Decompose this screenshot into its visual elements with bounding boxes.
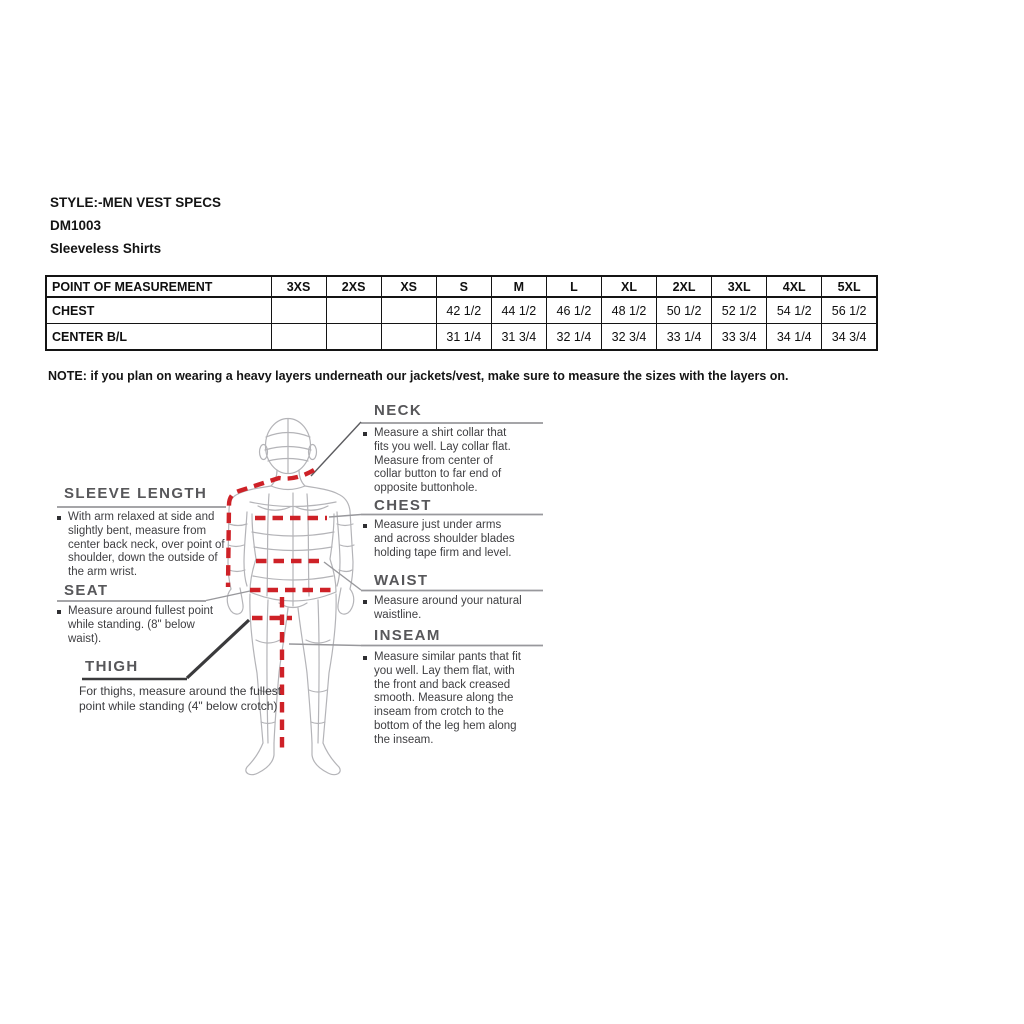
column-header: 5XL — [822, 276, 877, 297]
bullet-square-icon — [57, 516, 61, 520]
title-block — [50, 191, 221, 260]
cell-value: 48 1/2 — [601, 297, 656, 324]
product-type: Sleeveless Shirts — [50, 241, 162, 256]
cell-value — [326, 297, 381, 324]
bullet-square-icon — [363, 524, 367, 528]
column-header: S — [436, 276, 491, 297]
chest-instructions — [362, 519, 522, 560]
neck-instruction-text: Measure a shirt collar that fits you well. Lay collar flat. Measure from center of collar button to far end of opposite buttonhole. — [374, 427, 511, 495]
chest-instruction-text: Measure just under arms and across shoulder blades holding tape firm and level. — [374, 519, 515, 559]
cell-value: 31 3/4 — [491, 324, 546, 351]
cell-value: 56 1/2 — [822, 297, 877, 324]
table-row-center-bl — [46, 324, 877, 351]
cell-value: 32 1/4 — [546, 324, 601, 351]
neck-leader-line — [311, 422, 361, 476]
size-chart-header-row — [46, 276, 877, 297]
cell-value — [381, 324, 436, 351]
seat-instruction-text: Measure around fullest point while standing. (8" below waist). — [68, 605, 214, 645]
bullet-square-icon — [363, 432, 367, 436]
row-label: CENTER B/L — [46, 324, 271, 351]
inseam-leader-line — [289, 644, 361, 646]
seat-leader-line — [206, 591, 250, 601]
cell-value — [326, 324, 381, 351]
waist-instructions — [362, 595, 522, 623]
inseam-instructions — [362, 651, 524, 748]
sleeve-length-instruction-text: With arm relaxed at side and slightly bent, measure from center back neck, over point of shoulder, down the outside of the arm wrist. — [68, 511, 225, 579]
cell-value: 31 1/4 — [436, 324, 491, 351]
neck-instructions — [362, 427, 522, 496]
sleeve-length-heading: SLEEVE LENGTH — [64, 485, 208, 502]
size-chart-table — [45, 275, 878, 351]
cell-value: 50 1/2 — [657, 297, 712, 324]
column-header: XL — [601, 276, 656, 297]
cell-value — [271, 324, 326, 351]
thigh-heading: THIGH — [85, 658, 139, 675]
cell-value: 44 1/2 — [491, 297, 546, 324]
cell-value: 54 1/2 — [767, 297, 822, 324]
column-header: M — [491, 276, 546, 297]
cell-value: 34 3/4 — [822, 324, 877, 351]
column-header: XS — [381, 276, 436, 297]
mannequin-wireframe — [227, 419, 354, 775]
thigh-instruction-text: For thighs, measure around the fullest point while standing (4" below crotch) — [79, 684, 282, 713]
cell-value: 33 1/4 — [657, 324, 712, 351]
sleeve-length-instructions — [56, 511, 228, 580]
table-row-chest — [46, 297, 877, 324]
inseam-instruction-text: Measure similar pants that fit you well. Lay them flat, with the front and back creased smooth. Measure along the inseam from crotch to the bottom of the leg hem along the inseam. — [374, 651, 522, 746]
cell-value — [271, 297, 326, 324]
cell-value: 34 1/4 — [767, 324, 822, 351]
cell-value: 33 3/4 — [712, 324, 767, 351]
cell-value — [381, 297, 436, 324]
waist-instruction-text: Measure around your natural waistline. — [374, 595, 522, 621]
column-header: POINT OF MEASUREMENT — [46, 276, 271, 297]
column-header: 3XL — [712, 276, 767, 297]
bullet-square-icon — [363, 600, 367, 604]
style-title: STYLE:-MEN VEST SPECS — [50, 195, 222, 210]
chest-heading: CHEST — [374, 497, 432, 514]
column-header: 3XS — [271, 276, 326, 297]
layers-note: NOTE: if you plan on wearing a heavy layers underneath our jackets/vest, make sure to measure the sizes with the layers on. — [48, 369, 789, 383]
row-label: CHEST — [46, 297, 271, 324]
waist-leader-line — [324, 562, 361, 590]
waist-heading: WAIST — [374, 572, 429, 589]
cell-value: 52 1/2 — [712, 297, 767, 324]
thigh-instructions — [79, 684, 284, 714]
cell-value: 32 3/4 — [601, 324, 656, 351]
bullet-square-icon — [363, 656, 367, 660]
neck-heading: NECK — [374, 402, 423, 419]
seat-heading: SEAT — [64, 582, 109, 599]
cell-value: 42 1/2 — [436, 297, 491, 324]
column-header: 4XL — [767, 276, 822, 297]
column-header: L — [546, 276, 601, 297]
column-header: 2XS — [326, 276, 381, 297]
column-header: 2XL — [657, 276, 712, 297]
inseam-heading: INSEAM — [374, 627, 441, 644]
style-code: DM1003 — [50, 218, 102, 233]
cell-value: 46 1/2 — [546, 297, 601, 324]
seat-instructions — [56, 605, 226, 646]
bullet-square-icon — [57, 610, 61, 614]
